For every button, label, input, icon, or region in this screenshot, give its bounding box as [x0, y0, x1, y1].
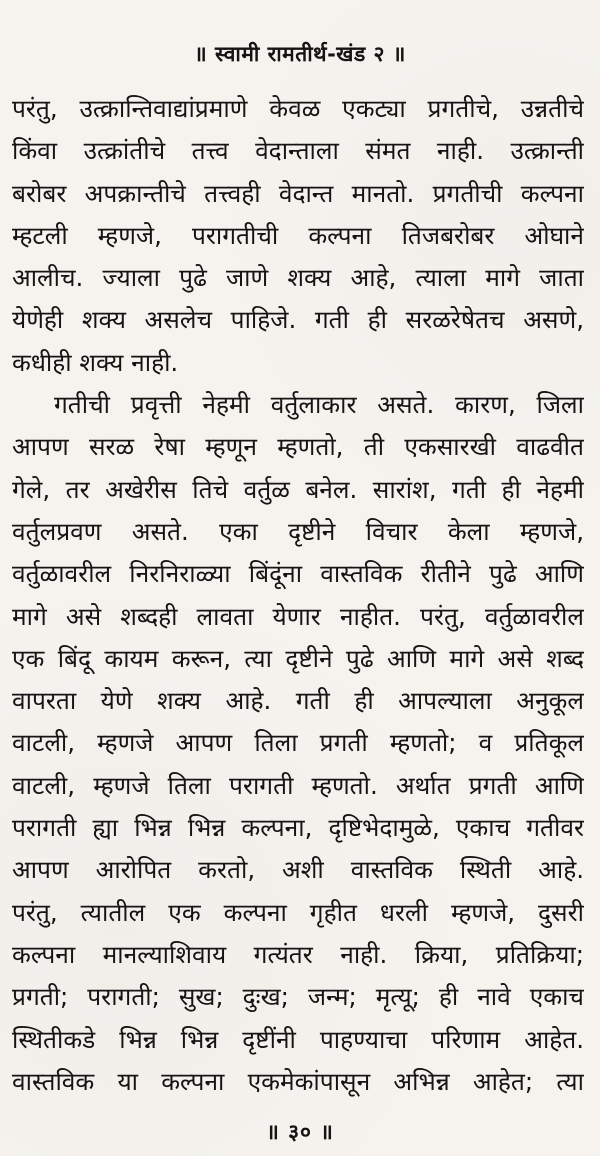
- text-line: वर्तुलप्रवण असते. एका दृष्टीने विचार केला म्हणजे,: [12, 516, 584, 546]
- text-line: म्हटली म्हणजे, परागतीची कल्पना तिजबरोबर ओघाने: [12, 220, 584, 250]
- text-line: येणेही शक्य असलेच पाहिजे. गती ही सरळरेषेतच असणे,: [12, 305, 584, 335]
- text-line: परंतु, उत्क्रान्तिवाद्यांप्रमाणे केवळ एकट्या प्रगतीचे, उन्नतीचे: [12, 94, 584, 123]
- text-line: प्रगती; परागती; सुख; दुःख; जन्म; मृत्यू; ही नावे एकाच: [12, 982, 584, 1012]
- text-line: आपण आरोपित करतो, अशी वास्तविक स्थिती आहे.: [12, 855, 584, 885]
- paragraph-2: [12, 384, 584, 1103]
- text-line: वापरता येणे शक्य आहे. गती ही आपल्याला अनुकूल: [12, 686, 584, 716]
- running-header: ॥ स्वामी रामतीर्थ-खंड २ ॥: [194, 42, 406, 66]
- text-line: स्थितीकडे भिन्न भिन्न दृष्टींनी पाहण्याचा परिणाम आहेत.: [12, 1024, 584, 1054]
- text-line: वर्तुळावरील निरनिराळ्या बिंदूंना वास्तविक रीतीने पुढे आणि: [12, 559, 584, 589]
- page-number: ॥ ३० ॥: [266, 1120, 334, 1144]
- text-line: बरोबर अपक्रान्तीचे तत्त्वही वेदान्त मानतो. प्रगतीची कल्पना: [12, 178, 584, 208]
- text-line: वाटली, म्हणजे तिला परागती म्हणतो. अर्थात प्रगती आणि: [12, 770, 584, 800]
- text-line: परंतु, त्यातील एक कल्पना गृहीत धरली म्हणजे, दुसरी: [12, 897, 584, 927]
- text-line: मागे असे शब्दही लावता येणार नाहीत. परंतु, वर्तुळावरील: [12, 601, 584, 631]
- text-line: कधीही शक्य नाही.: [12, 347, 179, 377]
- body-text: [12, 88, 584, 1103]
- paragraph-1: [12, 88, 584, 384]
- text-line: परागती ह्या भिन्न भिन्न कल्पना, दृष्टिभेदामुळे, एकाच गतीवर: [12, 813, 584, 843]
- text-line: एक बिंदू कायम करून, त्या दृष्टीने पुढे आणि मागे असे शब्द: [12, 643, 584, 673]
- text-line: गेले, तर अखेरीस तिचे वर्तुळ बनेल. सारांश, गती ही नेहमी: [12, 474, 584, 504]
- text-line: कल्पना मानल्याशिवाय गत्यंतर नाही. क्रिया, प्रतिक्रिया;: [12, 939, 584, 969]
- text-line: आपण सरळ रेषा म्हणून म्हणतो, ती एकसारखी वाढवीत: [12, 432, 584, 462]
- text-line: किंवा उत्क्रांतीचे तत्त्व वेदान्ताला संमत नाही. उत्क्रान्ती: [12, 136, 584, 166]
- text-line: वाटली, म्हणजे आपण तिला प्रगती म्हणतो; व प्रतिकूल: [12, 728, 584, 758]
- text-line: वास्तविक या कल्पना एकमेकांपासून अभिन्न आहेत; त्या: [12, 1066, 584, 1096]
- text-line: आलीच. ज्याला पुढे जाणे शक्य आहे, त्याला मागे जाता: [12, 263, 584, 293]
- text-line: गतीची प्रवृत्ती नेहमी वर्तुलाकार असते. कारण, जिला: [54, 390, 584, 420]
